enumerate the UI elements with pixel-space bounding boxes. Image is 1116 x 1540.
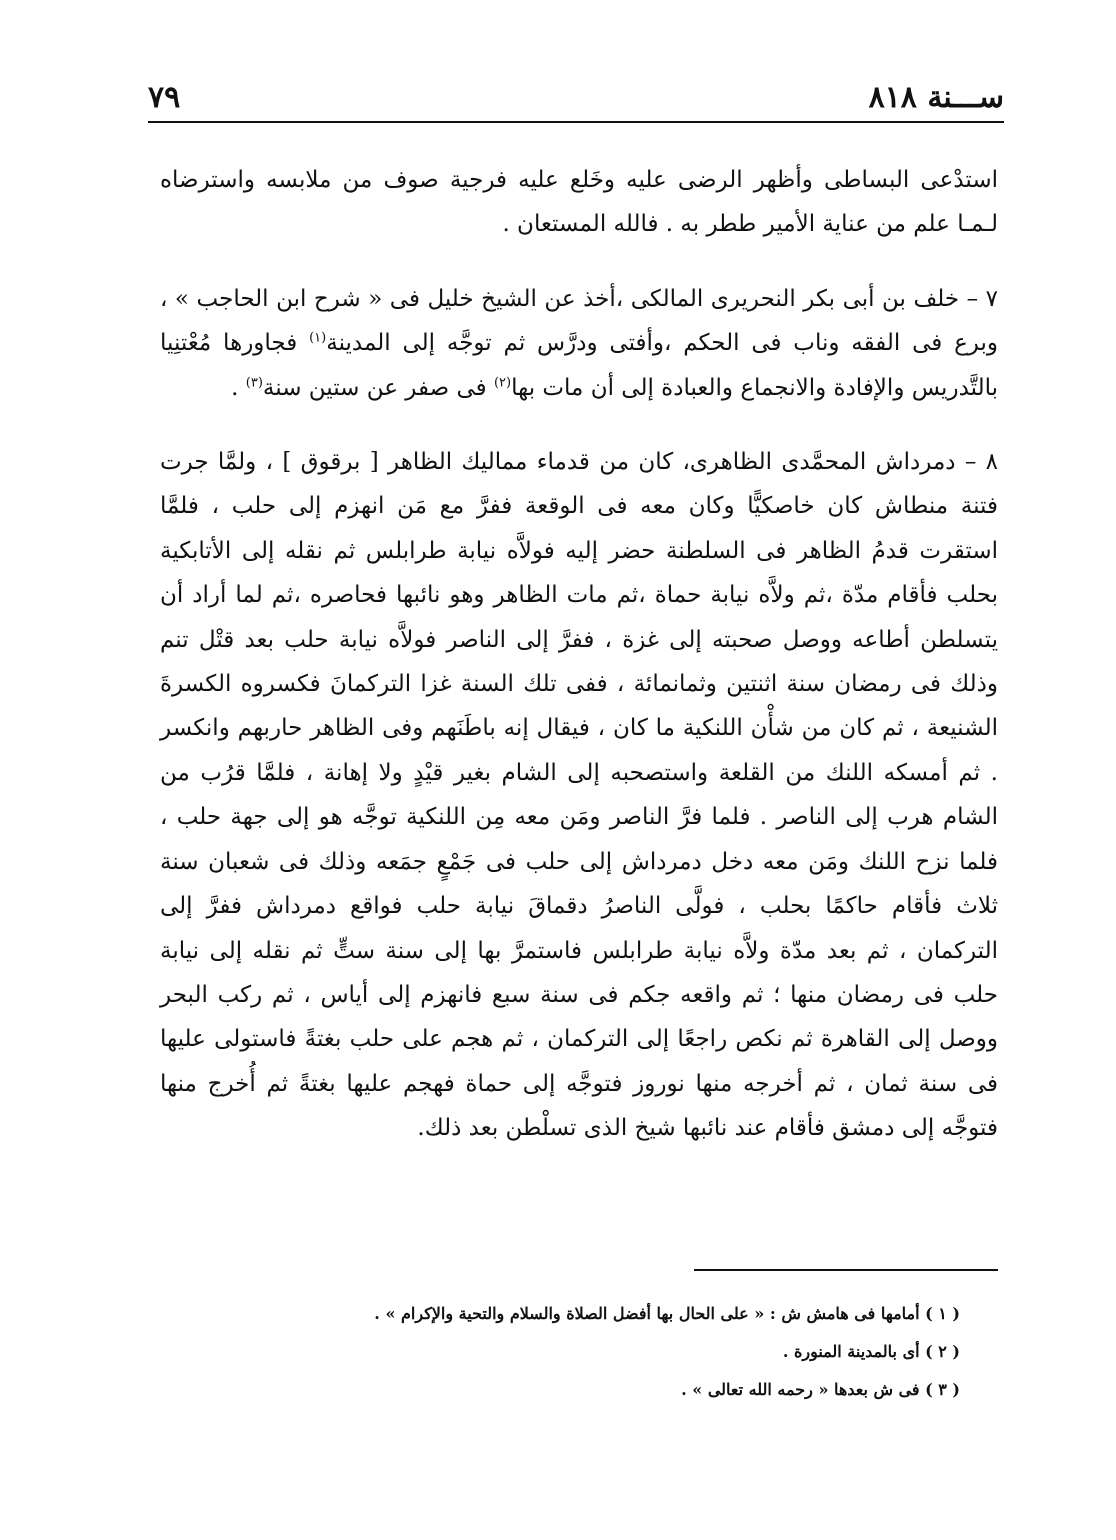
running-head: ســـنة ٨١٨ — [868, 80, 1004, 115]
paragraph-2-text-b: فجاورها مُعْتنِيا بالتَّدريس والإفادة والانجماع والعبادة إلى أن مات بها — [160, 330, 998, 401]
header-rule — [148, 121, 1004, 123]
paragraph-2-text-c: فى صفر عن ستين سنة — [262, 374, 494, 401]
footnote-ref-1: (١) — [309, 330, 327, 346]
paragraph-2-text-d: . — [231, 374, 246, 401]
footnote-3: ( ٣ ) فى ش بعدها « رحمه الله تعالى » . — [681, 1380, 960, 1399]
page-number: ٧٩ — [148, 80, 181, 115]
footnote-rule — [694, 1269, 998, 1271]
footnote-ref-2: (٢) — [493, 374, 512, 390]
paragraph-3-entry-8: ٨ – دمرداش المحمَّدى الظاهرى، كان من قدماء مماليك الظاهر [ برقوق ] ، ولمَّا جرت فتنة منطاش كان خاصكيًّا وكان معه فى الوقعة ففرَّ مع مَن انهزم إلى حلب ، فلمَّا استقرت قدمُ الظاهر فى السلطنة حضر إليه فولاَّه نيابة طرابلس ثم نقله إلى الأتابكية بحلب فأقام مدّة ،ثم ولاَّه نيابة حماة ،ثم مات الظاهر وهو نائبها فحاصره ،ثم لما أراد أن يتسلطن أطاعه ووصل صحبته إلى غزة ، ففرَّ إلى الناصر فولاَّه نيابة حلب بعد قتْل تنم وذلك فى رمضان سنة اثنتين وثمانمائة ، ففى تلك السنة غزا التركمانَ فكسروه الكسرةَ الشنيعة ، ثم كان من شأْن اللنكية ما كان ، فيقال إنه باطَنَهم وفى الظاهر حاربهم وانكسر . ثم أمسكه اللنك من القلعة واستصحبه إلى الشام بغير قيْدٍ ولا إهانة ، فلمَّا قرُب من الشام هرب إلى الناصر . فلما فرَّ الناصر ومَن معه مِن اللنكية توجَّه هو إلى جهة حلب ، فلما نزح اللنك ومَن معه دخل دمرداش إلى حلب فى جَمْعٍ جمَعه وذلك فى شعبان سنة ثلاث فأقام حاكمًا بحلب ، فولَّى الناصرُ دقماقَ نيابة حلب فواقع دمرداش ففرَّ إلى التركمان ، ثم بعد مدّة ولاَّه نيابة طرابلس فاستمرَّ بها إلى سنة ستٍّ ثم نقله إلى نيابة حلب فى رمضان منها ؛ ثم واقعه جكم فى سنة سبع فانهزم إلى أياس ، ثم ركب البحر ووصل إلى القاهرة ثم نكص راجعًا إلى التركمان ، ثم هجم على حلب بغتةً فاستولى عليها فى سنة ثمان ، ثم أخرجه منها نوروز فتوجَّه إلى حماة فهجم عليها بغتةً ثم أُخرج منها فتوجَّه إلى دمشق فأقام عند نائبها شيخ الذى تسلْطن بعد ذلك. — [160, 449, 999, 1142]
paragraph-2-entry-7 — [160, 277, 998, 410]
footnote-1: ( ١ ) أمامها فى هامش ش : « على الحال بها أفضل الصلاة والسلام والتحية والإكرام » . — [374, 1304, 960, 1323]
footnote-2: ( ٢ ) أى بالمدينة المنورة . — [782, 1342, 960, 1361]
footnotes — [160, 1304, 960, 1418]
paragraph-2-text-a: ٧ – خلف بن أبى بكر النحريرى المالكى ،أخذ عن الشيخ خليل فى « شرح ابن الحاجب » ، وبرع فى الفقه وناب فى الحكم ،وأفتى ودرَّس ثم توجَّه إلى المدينة — [160, 285, 999, 357]
page-header — [148, 76, 1004, 120]
footnote-ref-3: (٣) — [245, 374, 263, 390]
main-text — [160, 158, 998, 1151]
paragraph-1: استدْعى البساطى وأظهر الرضى عليه وخَلع عليه فرجية صوف من ملابسه واسترضاه لـمـا علم من عناية الأمير ططر به . فالله المستعان . — [160, 167, 998, 238]
